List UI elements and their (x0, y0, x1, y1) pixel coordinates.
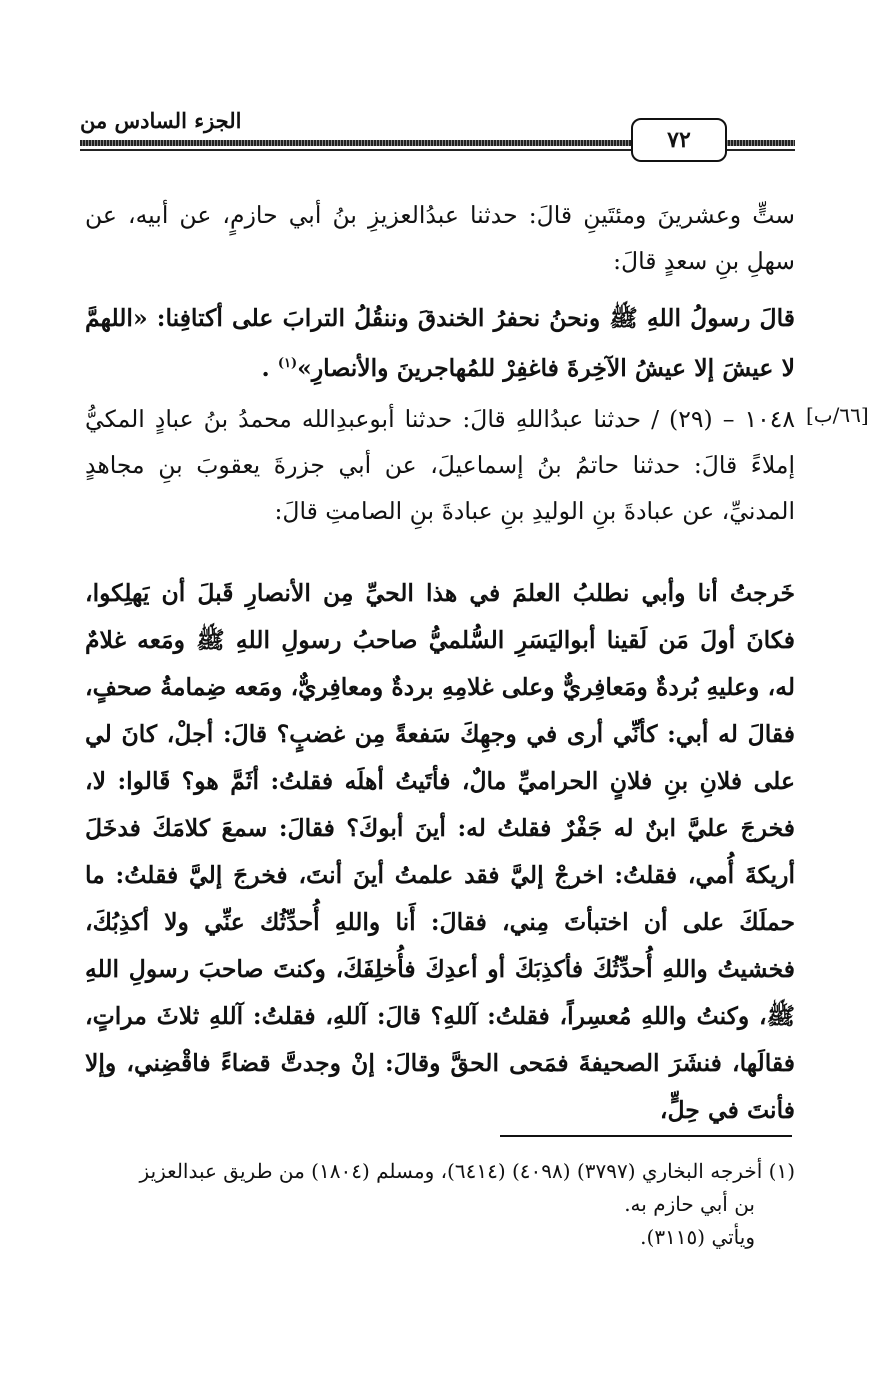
footnote-marker[interactable]: (١) (277, 356, 298, 371)
footnote-1-crossref: ويأتي (٣١١٥). (640, 1225, 755, 1249)
footnotes (85, 1155, 795, 1254)
footnote-separator (500, 1135, 792, 1137)
paragraph-hadith-1 (85, 295, 795, 391)
hadith-1-end: . (261, 353, 278, 382)
hadith-1-text: قالَ رسولُ اللهِ ﷺ ونحنُ نحفرُ الخندقَ وننقُلُ الترابَ على أكتافِنا: «اللهمَّ لا عيشَ إلا عيشُ الآخِرةَ فاغفِرْ للمُهاجرينَ والأنصارِ» (85, 304, 795, 382)
paragraph-isnad-1: ستٍّ وعشرينَ ومئتَينِ قالَ: حدثنا عبدُالعزيزِ بنُ أبي حازمٍ، عن أبيه، عن سهلِ بنِ سعدٍ قالَ: (85, 201, 795, 275)
paragraph-isnad-2: ١٠٤٨ – (٢٩) / حدثنا عبدُاللهِ قالَ: حدثنا أبوعبدِالله محمدُ بنُ عبادٍ المكيُّ إملاءً قالَ: حدثنا حاتمُ بنُ إسماعيلَ، عن أبي جزرةَ يعقوبَ بنِ مجاهدٍ المدنيِّ، عن عبادةَ بنِ الوليدِ بنِ عبادةَ بنِ الصامتِ قالَ: (85, 405, 795, 525)
paragraph-hadith-2: خَرجتُ أنا وأبي نطلبُ العلمَ في هذا الحيِّ مِن الأنصارِ قَبلَ أن يَهلِكوا، فكانَ أولَ مَن لَقينا أبواليَسَرِ السُّلميُّ صاحبُ رسولِ اللهِ ﷺ ومَعه غلامٌ له، وعليهِ بُردةٌ ومَعافِريٌّ وعلى غلامِهِ بردةٌ ومعافِريٌّ، ومَعه ضِمامةُ صحفٍ، فقالَ له أبي: كأنِّي أرى في وجهِكَ سَفعةً مِن غضبٍ؟ قالَ: أجلْ، كانَ لي على فلانِ بنِ فلانٍ الحراميِّ مالٌ، فأتَيتُ أهلَه فقلتُ: أثَمَّ هو؟ قَالوا: لا، فخرجَ عليَّ ابنٌ له جَفْرٌ فقلتُ له: أينَ أبوكَ؟ فقالَ: سمعَ كلامَكَ فدخَلَ أريكةَ أُمي، فقلتُ: اخرجْ إليَّ فقد علمتُ أينَ أنتَ، فخرجَ إليَّ فقلتُ: ما حملَكَ على أن اختبأتَ مِني، فقالَ: أَنا واللهِ أُحدِّثُك عنِّي ولا أكذِبُكَ، فخشيتُ واللهِ أُحدِّثُكَ فأكذِبَكَ أو أعدِكَ فأُخلِفَكَ، وكنتَ صاحبَ رسولِ اللهِ ﷺ، وكنتُ واللهِ مُعسِراً، فقلتُ: آللهِ؟ قالَ: آللهِ، فقلتُ: آللهِ ثلاثَ مراتٍ، فقالَها، فنشَرَ الصحيفةَ فمَحى الحقَّ وقالَ: إنْ وجدتَّ قضاءً فاقْضِني، وإلا فأنتَ في حِلٍّ، (85, 579, 795, 1124)
footnote-1: (١) أخرجه البخاري (٣٧٩٧) (٤٠٩٨) (٦٤١٤)، ومسلم (١٨٠٤) من طريق عبدالعزيز (139, 1159, 795, 1183)
page-number: ٧٢ (631, 118, 727, 162)
footnote-1-continuation: بن أبي حازم به. (624, 1192, 755, 1216)
manuscript-folio-reference: [٦٦/ب] (806, 403, 869, 427)
running-title: الجزء السادس من (80, 108, 242, 133)
page-header (80, 108, 795, 168)
